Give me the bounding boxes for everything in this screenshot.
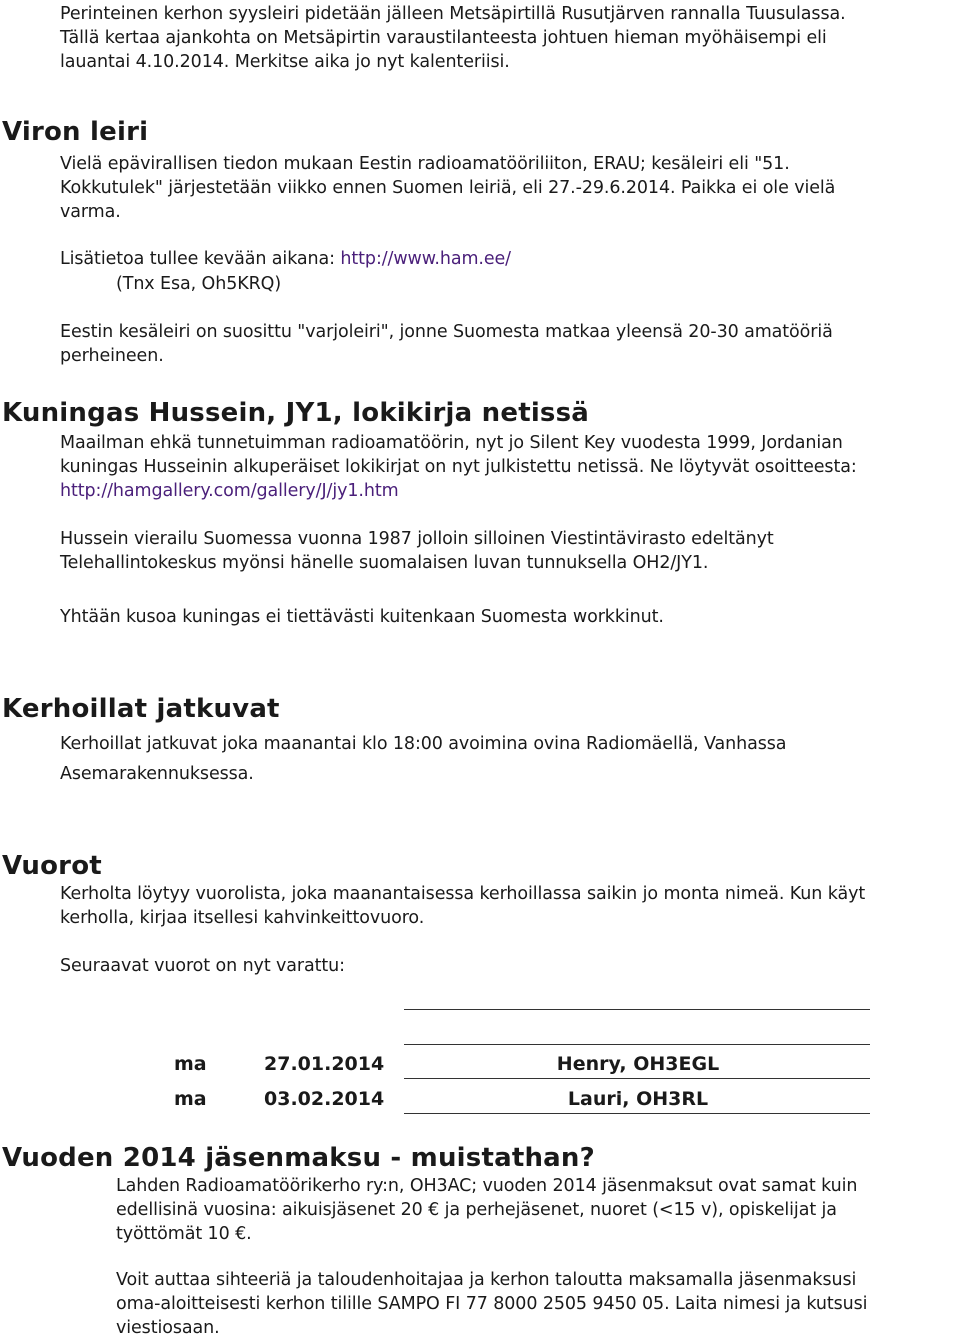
table-header-rule xyxy=(404,1044,870,1045)
intro-line-1: Perinteinen kerhon syysleiri pidetään jälleen Metsäpirtillä Rusutjärven rannalla Tuusulassa. xyxy=(60,4,846,24)
vuorot-heading: Vuorot xyxy=(2,851,102,881)
hussein-para2-line-2: Telehallintokeskus myönsi hänelle suomalaisen luvan tunnuksella OH2/JY1. xyxy=(60,553,709,573)
vuorot-reserved-label: Seuraavat vuorot on nyt varattu: xyxy=(60,956,345,976)
hussein-para2-line-1: Hussein vierailu Suomessa vuonna 1987 jolloin silloinen Viestintävirasto edeltänyt xyxy=(60,529,774,549)
viro-line-2: Kokkutulek" järjestetään viikko ennen Suomen leiriä, eli 27.-29.6.2014. Paikka ei ole vielä xyxy=(60,178,836,198)
hussein-line-2: kuningas Husseinin alkuperäiset lokikirjat on nyt julkistettu netissä. Ne löytyvät osoitteesta: xyxy=(60,457,857,477)
hussein-line-1: Maailman ehkä tunnetuimman radioamatöörin, nyt jo Silent Key vuodesta 1999, Jordanian xyxy=(60,433,843,453)
kerhoillat-line-1: Kerhoillat jatkuvat joka maanantai klo 18:00 avoimina ovina Radiomäellä, Vanhassa xyxy=(60,734,787,754)
shift-date: 27.01.2014 xyxy=(264,1053,385,1075)
viro-line-3: varma. xyxy=(60,202,121,222)
kerhoillat-line-2: Asemarakennuksessa. xyxy=(60,764,254,784)
table-bottom-rule xyxy=(404,1113,870,1114)
hussein-link-line xyxy=(60,479,399,503)
table-row-rule xyxy=(404,1078,870,1079)
jasenmaksu-line-1: Lahden Radioamatöörikerho ry:n, OH3AC; vuoden 2014 jäsenmaksut ovat samat kuin xyxy=(116,1176,858,1196)
intro-line-2: Tällä kertaa ajankohta on Metsäpirtin varaustilanteesta johtuen hieman myöhäisempi eli xyxy=(60,28,827,48)
shift-date: 03.02.2014 xyxy=(264,1088,385,1110)
hussein-heading: Kuningas Hussein, JY1, lokikirja netissä xyxy=(2,398,590,428)
hussein-para3: Yhtään kusoa kuningas ei tiettävästi kuitenkaan Suomesta workkinut. xyxy=(60,607,664,627)
shift-day: ma xyxy=(174,1053,207,1075)
jasenmaksu-line-3: työttömät 10 €. xyxy=(116,1224,252,1244)
shift-day: ma xyxy=(174,1088,207,1110)
viro-heading: Viron leiri xyxy=(2,117,149,147)
vuorot-line-2: kerholla, kirjaa itsellesi kahvinkeittovuoro. xyxy=(60,908,425,928)
viro-para2-line-1: Eestin kesäleiri on suosittu "varjoleiri", jonne Suomesta matkaa yleensä 20-30 amatööriä xyxy=(60,322,833,342)
viro-para2-line-2: perheineen. xyxy=(60,346,164,366)
vuorot-line-1: Kerholta löytyy vuorolista, joka maanantaisessa kerhoillassa saikin jo monta nimeä. Kun käyt xyxy=(60,884,866,904)
jasenmaksu-line-2: edellisinä vuosina: aikuisjäsenet 20 € ja perhejäsenet, nuoret (<15 v), opiskelijat ja xyxy=(116,1200,837,1220)
erau-link[interactable]: http://www.ham.ee/ xyxy=(340,249,511,269)
kerhoillat-heading: Kerhoillat jatkuvat xyxy=(2,694,280,724)
jasenmaksu-para2-line-1: Voit auttaa sihteeriä ja taloudenhoitajaa ja kerhon taloutta maksamalla jäsenmaksusi xyxy=(116,1270,857,1290)
viro-line-1: Vielä epävirallisen tiedon mukaan Eestin radioamatööriliiton, ERAU; kesäleiri eli "51. xyxy=(60,154,790,174)
viro-thanks: (Tnx Esa, Oh5KRQ) xyxy=(116,274,282,294)
shift-name: Lauri, OH3RL xyxy=(567,1088,709,1110)
viro-info xyxy=(60,247,511,271)
table-top-rule xyxy=(404,1009,870,1010)
jasenmaksu-para2-line-3: viestiosaan. xyxy=(116,1318,220,1338)
jasenmaksu-heading: Vuoden 2014 jäsenmaksu - muistathan? xyxy=(2,1143,595,1173)
hamgallery-link[interactable]: http://hamgallery.com/gallery/J/jy1.htm xyxy=(60,481,399,501)
viro-info-label: Lisätietoa tullee kevään aikana: xyxy=(60,249,341,269)
jasenmaksu-para2-line-2: oma-aloitteisesti kerhon tilille SAMPO FI 77 8000 2505 9450 05. Laita nimesi ja kutsusi xyxy=(116,1294,868,1314)
intro-line-3: lauantai 4.10.2014. Merkitse aika jo nyt kalenteriisi. xyxy=(60,52,510,72)
shift-name: Henry, OH3EGL xyxy=(556,1053,720,1075)
